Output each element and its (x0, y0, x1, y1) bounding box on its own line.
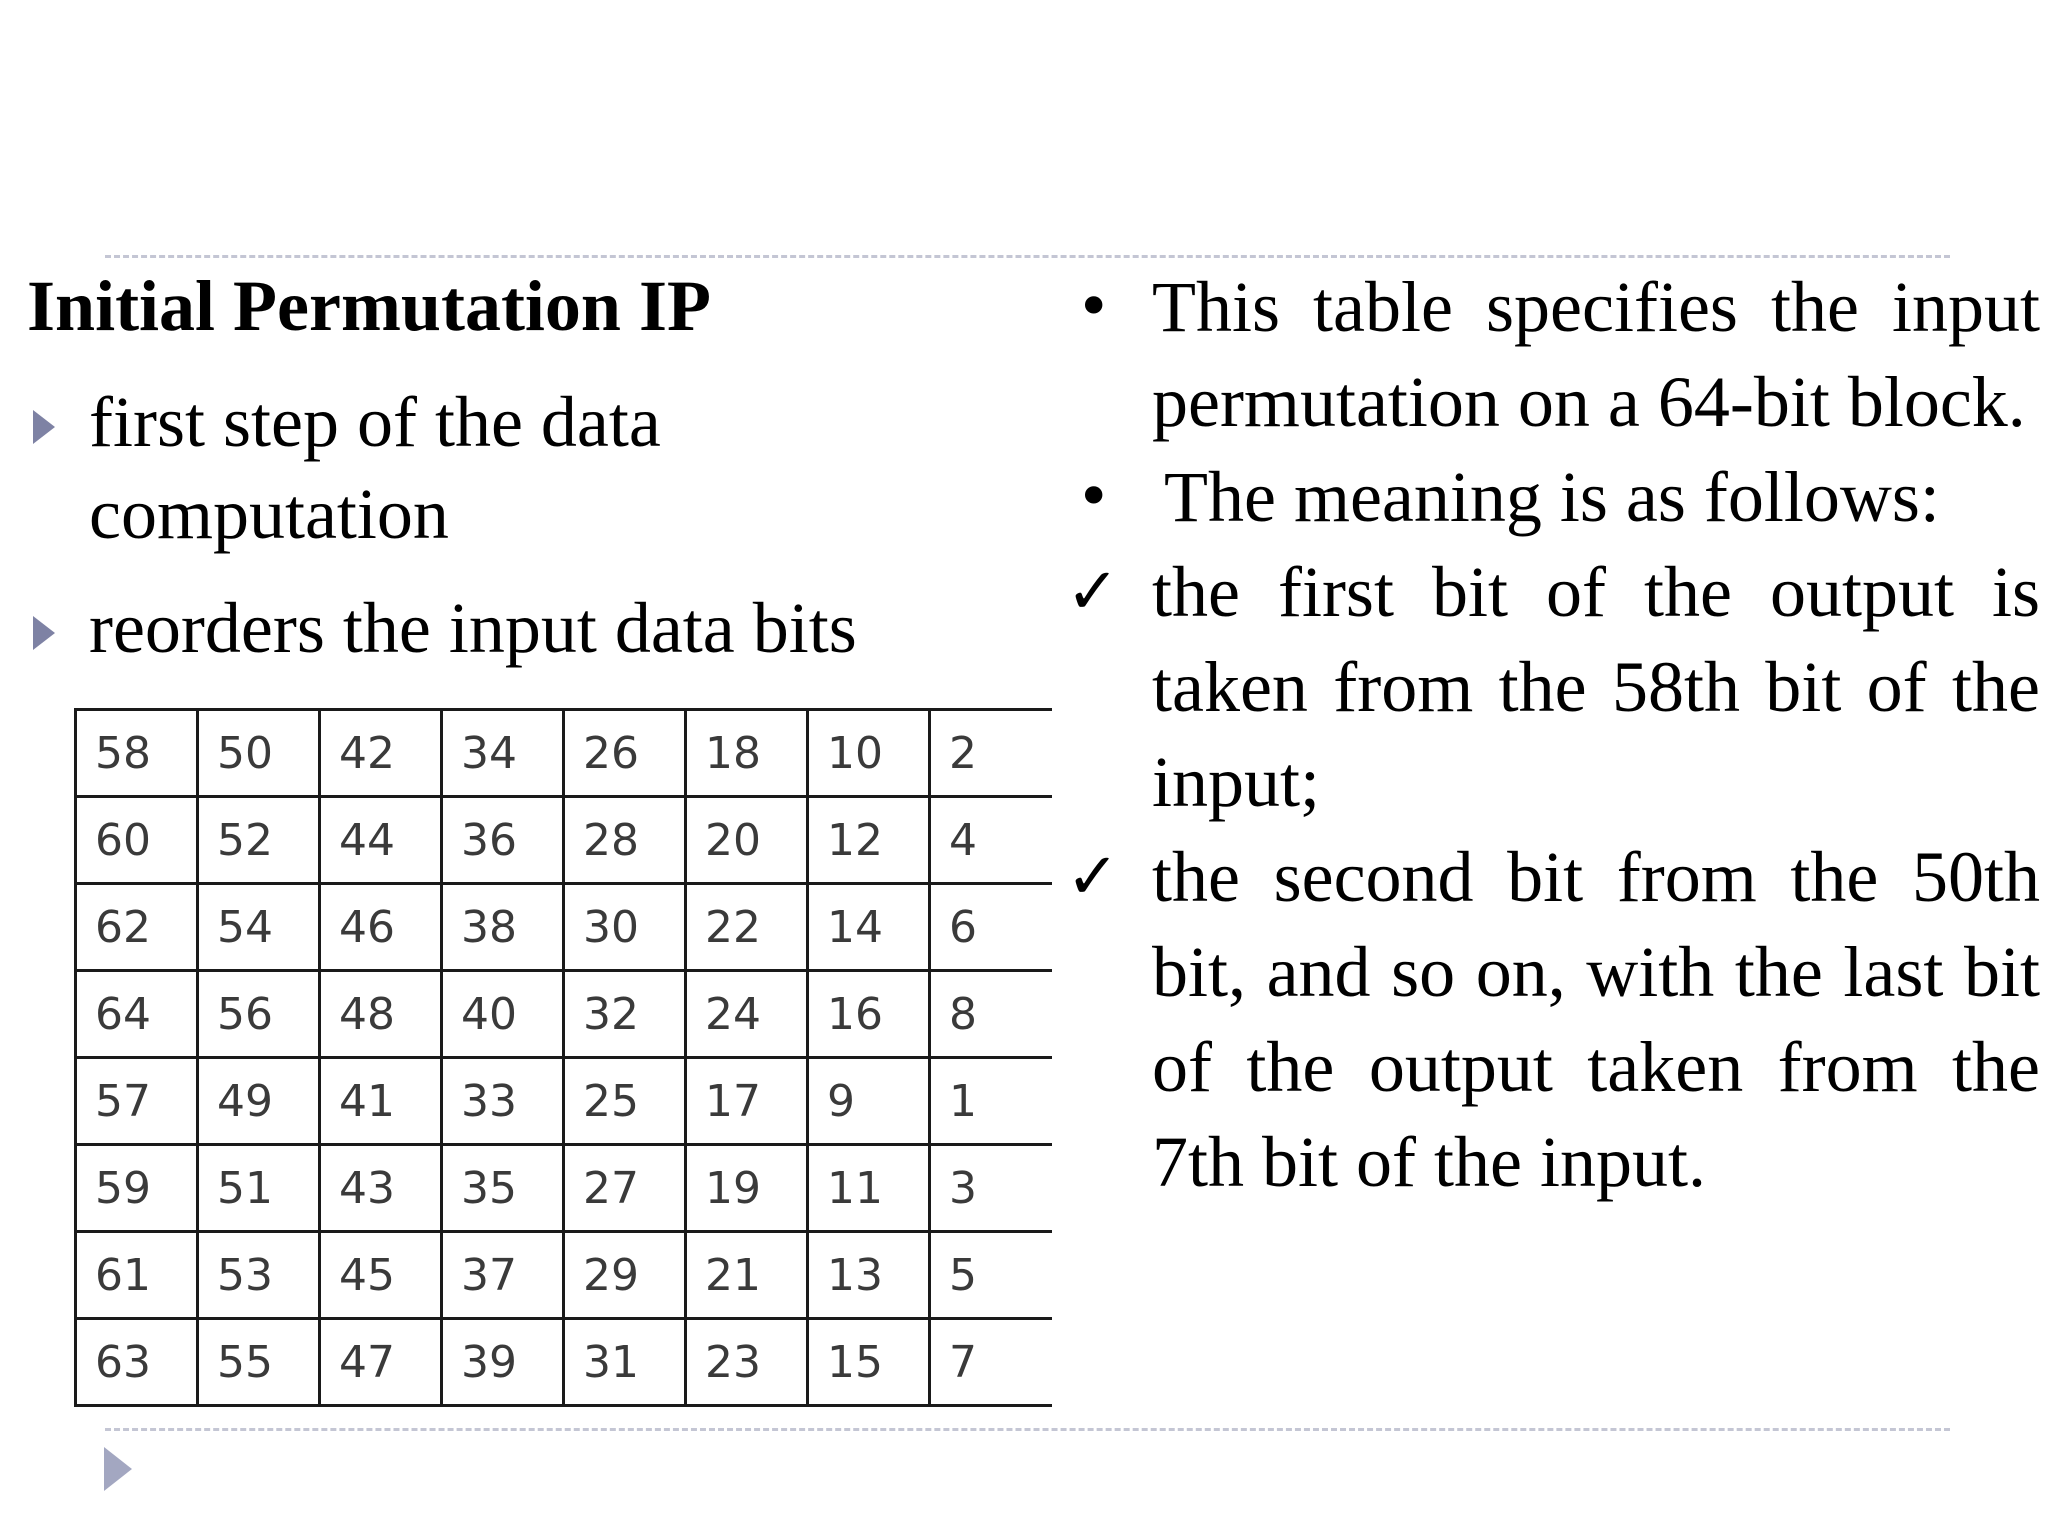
table-cell: 25 (564, 1058, 686, 1145)
next-slide-arrow-icon[interactable] (104, 1447, 132, 1491)
table-cell: 55 (198, 1319, 320, 1406)
table-cell: 45 (320, 1232, 442, 1319)
table-cell: 58 (76, 710, 198, 797)
table-cell: 19 (686, 1145, 808, 1232)
table-cell: 44 (320, 797, 442, 884)
table-cell: 37 (442, 1232, 564, 1319)
checkmark-icon: ✓ (1066, 840, 1120, 914)
table-cell: 7 (930, 1319, 1052, 1406)
right-explanation (1066, 260, 2040, 1210)
table-cell: 38 (442, 884, 564, 971)
table-row (76, 971, 1052, 1058)
table-cell: 10 (808, 710, 930, 797)
table-row (76, 1319, 1052, 1406)
table-cell: 23 (686, 1319, 808, 1406)
right-bullet-text: This table specifies the input permutation on a 64-bit block. (1152, 267, 2040, 442)
table-cell: 42 (320, 710, 442, 797)
table-cell: 5 (930, 1232, 1052, 1319)
checkmark-icon: ✓ (1066, 555, 1120, 629)
table-cell: 30 (564, 884, 686, 971)
table-cell: 64 (76, 971, 198, 1058)
table-cell: 8 (930, 971, 1052, 1058)
table-cell: 40 (442, 971, 564, 1058)
table-cell: 20 (686, 797, 808, 884)
table-row (76, 1145, 1052, 1232)
table-cell: 53 (198, 1232, 320, 1319)
table-cell: 49 (198, 1058, 320, 1145)
table-cell: 39 (442, 1319, 564, 1406)
table-cell: 28 (564, 797, 686, 884)
top-dashed-divider (105, 255, 1950, 258)
table-cell: 56 (198, 971, 320, 1058)
table-cell: 36 (442, 797, 564, 884)
triangle-bullet-icon (33, 616, 55, 650)
table-cell: 57 (76, 1058, 198, 1145)
table-cell: 17 (686, 1058, 808, 1145)
table-cell: 27 (564, 1145, 686, 1232)
table-row (76, 1058, 1052, 1145)
right-bullet-item (1072, 450, 2040, 545)
table-cell: 47 (320, 1319, 442, 1406)
table-row (76, 1232, 1052, 1319)
table-cell: 1 (930, 1058, 1052, 1145)
table-cell: 9 (808, 1058, 930, 1145)
table-cell: 31 (564, 1319, 686, 1406)
right-check-item (1066, 545, 2040, 830)
table-cell: 63 (76, 1319, 198, 1406)
right-check-text: the second bit from the 50th bit, and so on, with the last bit of the output taken from the 7th bit of the input. (1152, 837, 2040, 1202)
table-cell: 60 (76, 797, 198, 884)
table-cell: 4 (930, 797, 1052, 884)
table-cell: 51 (198, 1145, 320, 1232)
table-cell: 35 (442, 1145, 564, 1232)
table-row (76, 884, 1052, 971)
bullet-dot-icon: • (1076, 272, 1112, 342)
table-cell: 6 (930, 884, 1052, 971)
triangle-bullet-icon (33, 410, 55, 444)
table-cell: 24 (686, 971, 808, 1058)
table-cell: 26 (564, 710, 686, 797)
table-cell: 14 (808, 884, 930, 971)
table-cell: 21 (686, 1232, 808, 1319)
left-bullet-text: reorders the input data bits (89, 588, 857, 668)
left-bullet-item (27, 582, 1027, 674)
table-cell: 46 (320, 884, 442, 971)
table-cell: 43 (320, 1145, 442, 1232)
table-row (76, 797, 1052, 884)
table-cell: 41 (320, 1058, 442, 1145)
table-cell: 2 (930, 710, 1052, 797)
table-cell: 22 (686, 884, 808, 971)
table-cell: 32 (564, 971, 686, 1058)
table-cell: 50 (198, 710, 320, 797)
table-cell: 18 (686, 710, 808, 797)
table-cell: 59 (76, 1145, 198, 1232)
table-cell: 48 (320, 971, 442, 1058)
table-cell: 34 (442, 710, 564, 797)
table-cell: 33 (442, 1058, 564, 1145)
table-cell: 29 (564, 1232, 686, 1319)
right-check-item (1066, 830, 2040, 1210)
table-cell: 54 (198, 884, 320, 971)
table-cell: 16 (808, 971, 930, 1058)
ip-permutation-table (74, 708, 1052, 1407)
right-bullet-item (1072, 260, 2040, 450)
table-cell: 12 (808, 797, 930, 884)
left-bullet-text: first step of the data computation (89, 382, 661, 554)
table-row (76, 710, 1052, 797)
right-check-text: the first bit of the output is taken from the 58th bit of the input; (1152, 552, 2040, 822)
table-cell: 13 (808, 1232, 930, 1319)
left-bullet-list (27, 376, 1027, 696)
table-cell: 52 (198, 797, 320, 884)
bullet-dot-icon: • (1076, 462, 1112, 532)
table-cell: 3 (930, 1145, 1052, 1232)
bottom-dashed-divider (105, 1428, 1950, 1431)
table-cell: 62 (76, 884, 198, 971)
table-cell: 15 (808, 1319, 930, 1406)
table-cell: 61 (76, 1232, 198, 1319)
left-bullet-item (27, 376, 1027, 560)
slide-title: Initial Permutation IP (27, 266, 711, 346)
table-cell: 11 (808, 1145, 930, 1232)
right-bullet-text: The meaning is as follows: (1164, 457, 1940, 537)
